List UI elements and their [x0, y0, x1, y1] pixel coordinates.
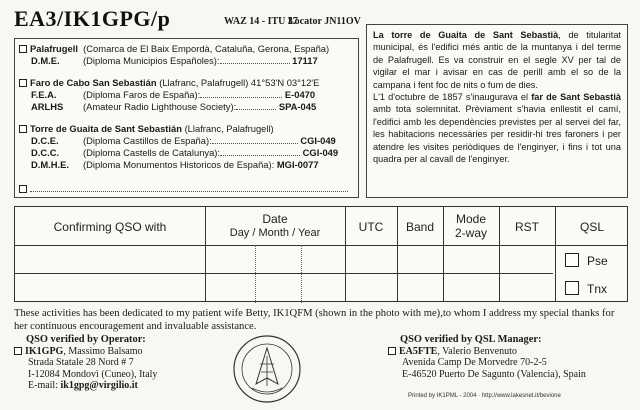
operator-addr2: I-12084 Mondovì (Cuneo), Italy	[28, 368, 158, 380]
award-desc: (Llafranc, Palafrugell)	[184, 123, 274, 134]
email-label: E-mail:	[28, 380, 61, 392]
qso-table	[14, 206, 628, 302]
manager-addr2: E-46520 Puerto De Sagunto (Valencia), Spain	[402, 368, 586, 380]
pse-checkbox[interactable]	[565, 253, 579, 267]
award-label: D.C.C.	[31, 147, 60, 158]
history-text-1: , de titularitat municipal, és l'edifici més antic de la muntanya i del terme de Palafrugell. Es va construir en el segle XV per tal de vigilar el mar i avisar en cas de perill amb el so de la campana i fent foc de nits o fum de dies.	[373, 30, 621, 90]
locator: Locator JN11OV	[288, 16, 361, 27]
award-dce-row	[31, 135, 336, 146]
award-label: F.E.A.	[31, 89, 57, 100]
history-far-name: far de Sant Sebastià	[531, 92, 621, 103]
award-desc: (Diploma Municipios Españoles):	[83, 55, 220, 66]
checkbox-palafrugell[interactable]	[19, 45, 27, 53]
tnx-label: Tnx	[587, 282, 608, 296]
operator-name-row	[14, 346, 157, 358]
award-label: D.C.E.	[31, 135, 59, 146]
award-fea-row	[31, 89, 315, 100]
checkbox-blank[interactable]	[19, 185, 27, 193]
award-ref: SPA-045	[278, 101, 317, 112]
operator-addr1: Strada Statale 28 Nord # 7	[28, 357, 134, 369]
operator-section	[14, 334, 157, 392]
history-paragraph-2	[373, 91, 621, 165]
dotted-leader[interactable]	[30, 184, 348, 192]
zones: WAZ 14 - ITU 37	[224, 16, 298, 27]
callsign: EA3/IK1GPG/p	[14, 6, 171, 31]
mode-subheader: 2-way	[454, 226, 487, 240]
award-label: D.M.H.E.	[31, 159, 70, 170]
operator-call: IK1GPG	[25, 345, 64, 357]
mode-header: Mode	[455, 212, 487, 226]
date-subcells	[205, 245, 345, 303]
dotted-leader	[220, 56, 290, 64]
award-arlhs-row	[31, 101, 316, 112]
checkbox-faro[interactable]	[19, 79, 27, 87]
club-seal-icon	[232, 334, 302, 404]
award-desc: (Diploma Castillos de España):	[83, 135, 212, 146]
award-ref: 17117	[292, 55, 318, 66]
pse-label: Pse	[587, 254, 608, 268]
award-palafrugell-row	[19, 43, 329, 54]
manager-name-row	[388, 346, 586, 358]
award-faro-row	[19, 77, 319, 88]
manager-checkbox[interactable]	[388, 347, 396, 355]
award-ref: CGI-049	[300, 135, 336, 146]
manager-heading: QSO verified by QSL Manager:	[400, 334, 542, 345]
history-text-2b: amb tota solemnitat. Prèviament s'havia enllestit el camí, l'edifici amb les dependències previstes per al servei del far, les habitacions necessàries per residir-hi tres faroners i per atendre les visites periòdiques de l'enginyer, i fins i tot una quadra per al cavall de l'enginyer.	[373, 104, 621, 165]
operator-name: , Massimo Balsamo	[63, 345, 143, 357]
award-ref: MGI-0077	[276, 159, 319, 170]
dotted-leader	[200, 90, 282, 98]
award-desc: (Diploma Faros de España):	[83, 89, 201, 100]
manager-call: EA5FTE	[399, 345, 438, 357]
award-ref: CGI-049	[302, 147, 339, 158]
award-torre-row	[19, 123, 274, 134]
operator-email[interactable]: ik1gpg@virgilio.it	[60, 380, 138, 392]
history-paragraph-1	[373, 29, 621, 91]
date-header: Date	[262, 212, 288, 226]
manager-addr1: Avenida Camp De Morvedre 70-2-5	[402, 357, 547, 369]
tnx-checkbox[interactable]	[565, 281, 579, 295]
awards-box	[14, 38, 359, 198]
award-dmhe-row	[31, 159, 319, 170]
award-blank-row	[19, 183, 348, 194]
dotted-leader	[220, 148, 300, 156]
manager-name: , Valerio Benvenuto	[437, 345, 517, 357]
award-dcc-row	[31, 147, 338, 158]
dedication-text: These activities has been dedicated to my patient wife Betty, IK1QFM (shown in the photo with me),to whom I address my special thanks for her continuous encouragement and invaluable assistance.	[14, 308, 615, 332]
dotted-leader	[236, 102, 276, 110]
operator-email-row	[28, 380, 157, 392]
checkbox-torre[interactable]	[19, 125, 27, 133]
date-subheader: Day / Month / Year	[229, 227, 321, 239]
manager-section	[388, 334, 586, 380]
award-desc: (Diploma Monumentos Historicos de España):	[83, 159, 275, 170]
award-label: D.M.E.	[31, 55, 60, 66]
award-desc: (Diploma Castells de Catalunya):	[83, 147, 221, 158]
qsl-header: QSL	[579, 220, 604, 234]
operator-checkbox[interactable]	[14, 347, 22, 355]
award-desc: (Llafranc, Palafrugell) 41°53'N 03°12'E	[159, 77, 320, 88]
operator-heading: QSO verified by Operator:	[26, 334, 146, 345]
dotted-leader	[212, 136, 298, 144]
award-desc: (Amateur Radio Lighthouse Society):	[83, 101, 237, 112]
award-desc: (Comarca de El Baix Empordà, Cataluña, Gerona, España)	[83, 43, 330, 54]
history-text	[366, 24, 628, 198]
band-header: Band	[405, 220, 435, 234]
rst-header: RST	[515, 220, 539, 234]
award-name: Faro de Cabo San Sebastián	[30, 77, 157, 88]
confirming-header: Confirming QSO with	[53, 220, 167, 234]
utc-header: UTC	[358, 220, 384, 234]
printed-by: Printed by IK1PML - 2004 · http://www.lakesnet.it/bevione	[408, 393, 561, 399]
award-label: ARLHS	[31, 101, 64, 112]
history-title: La torre de Guaita de Sant Sebastià	[373, 30, 559, 40]
award-name: Torre de Guaita de Sant Sebastián	[30, 123, 182, 134]
award-dme-row	[31, 55, 318, 66]
award-name: Palafrugell	[30, 43, 78, 54]
history-text-2a: L'1 d'octubre de 1857 s'inaugurava el	[373, 92, 532, 103]
award-ref: E-0470	[284, 89, 316, 100]
